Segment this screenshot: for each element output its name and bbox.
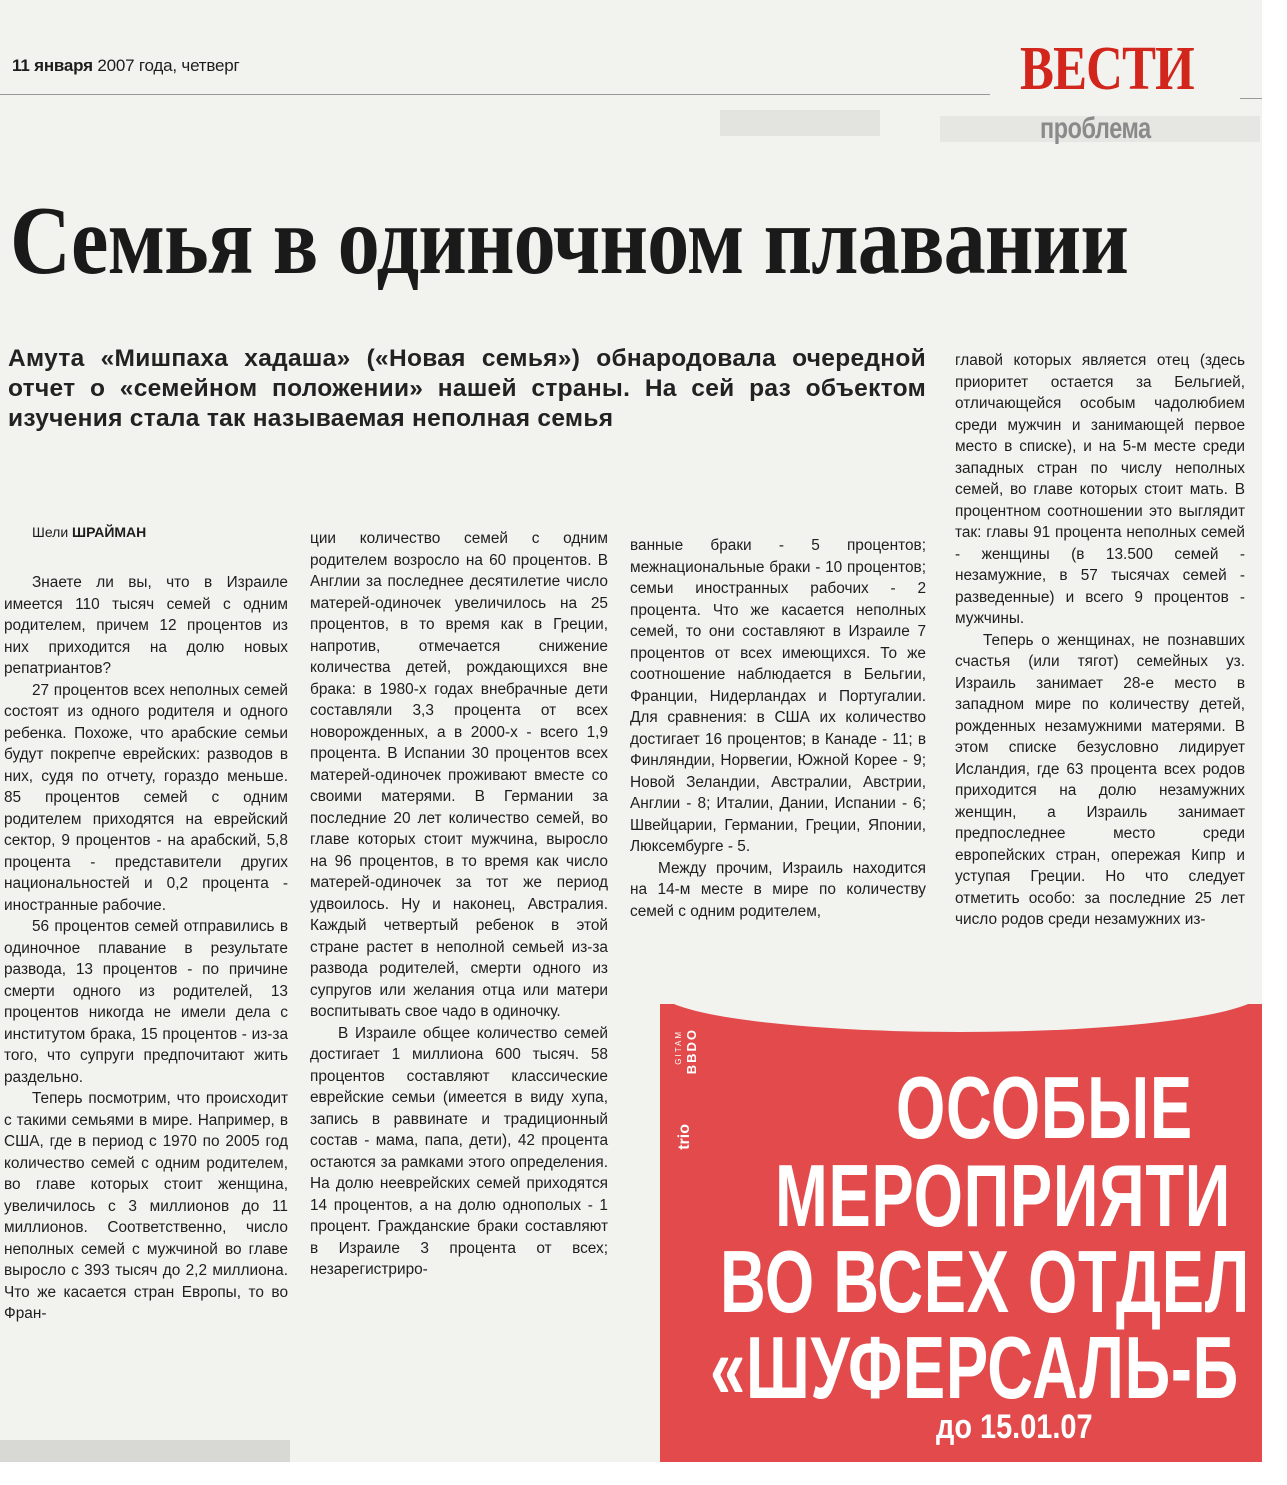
section-rubric: проблема <box>1040 112 1151 145</box>
byline <box>32 524 146 540</box>
article-headline: Семья в одиночном плавании <box>10 187 1129 295</box>
newspaper-logo: ВЕСТИ <box>1020 35 1194 103</box>
paragraph: Теперь о женщинах, не познавших счастья (или тягот) семейных уз. Израиль занимает 28-е место в западном мире по количеству детей, рожденных незамужними матерями. В этом списке безусловно лидирует Исландия, где 63 процента всех родов приходится на долю незамужних женщин, а Израиль занимает предпоследнее место среди европейских стран, опережая Кипр и уступая Греции. Но что следует отметить особо: за последние 25 лет число родов среди незамужних из- <box>955 631 1245 928</box>
article-column-3 <box>630 535 926 922</box>
ad-headline-line-3: ВО ВСЕХ ОТДЕЛ <box>720 1232 1250 1331</box>
paragraph: 56 процентов семей отправились в одиночное плавание в результате развода, 13 процентов - по причине смерти одного из родителей, 13 процентов никогда не имели дела с институтом брака, 15 процентов - из-за того, что супруги предпочитают жить раздельно. <box>4 918 288 1086</box>
dateline <box>12 56 240 76</box>
ad-headline-line-4: «ШУФЕРСАЛЬ-Б <box>710 1318 1239 1417</box>
paragraph: Теперь посмотрим, что происходит с такими семьями в мире. Например, в США, где в период с 1970 по 2005 год количество семей с одним родителем, во главе которых стоит женщина, увеличилось с 3 миллионов до 11 миллионов. Соответственно, число неполных семей с мужчиной во главе выросло с 393 тысяч до 2,2 миллиона. Что же касается стран Европы, то во Фран- <box>4 1090 288 1322</box>
date-rest: 2007 года, четверг <box>92 56 240 75</box>
trio-logo-icon: trio <box>676 1124 693 1150</box>
author-last-name: ШРАЙМАН <box>72 524 147 540</box>
paragraph: ванные браки - 5 процентов; межнациональные браки - 10 процентов; семьи иностранных рабочих - 2 процента. Что же касается неполных семей, то они составляют в Израиле 7 процентов от всех имеющихся. То же соотношение наблюдается в Бельгии, Франции, Нидерландах и Португалии. Для сравнения: в США их количество достигает 16 процентов; в Канаде - 11; в Финляндии, Норвегии, Южной Корее - 9; Новой Зеландии, Австралии, Австрии, Англии - 8; Италии, Дании, Испании - 6; Швейцарии, Германии, Греции, Японии, Люксембурге - 5. <box>630 537 926 855</box>
scan-shadow <box>0 1440 290 1462</box>
ad-agency-mark <box>674 1028 704 1178</box>
scan-shadow <box>720 110 880 136</box>
article-lead: Амута «Мишпаха хадаша» («Новая семья») обнародовала очередной отчет о «семейном положении» нашей страны. На сей раз объектом изучения стала так называемая неполная семья <box>8 345 926 432</box>
paragraph: ции количество семей с одним родителем возросло на 60 процентов. В Англии за последнее десятилетие число матерей-одиночек увеличилось на 25 процентов, в то время как в Греции, напротив, отмечается снижение количества детей, рождающихся вне брака: в 1980-х годах внебрачные дети составляли 3,3 процента от всех новорожденных, а в 2000-х - всего 1,9 процента. В Испании 30 процентов всех матерей-одиночек проживают вместе со своими матерями. В Германии за последние 20 лет количество семей, во главе которых стоит мужчина, выросло на 96 процентов, в то время как число матерей-одиночек за тот же период удвоилось. Ну и наконец, Австралия. Каждый четвертый ребенок в этой стране растет в неполной семьей из-за развода родителей, смерти одного из супругов или желания отца или матери воспитывать свое чадо в одиночку. <box>310 530 608 1020</box>
advertisement <box>660 1004 1262 1462</box>
paragraph: Между прочим, Израиль находится на 14-м месте в мире по количеству семей с одним родителем, <box>630 859 926 920</box>
author-first-name: Шели <box>32 524 73 540</box>
article-column-4 <box>955 350 1245 931</box>
paragraph: В Израиле общее количество семей достигает 1 миллиона 600 тысяч. 58 процентов составляют классические еврейские семьи (имеется в виду хупа, запись в раввинате и традиционный состав - мама, папа, дети), 42 процента остаются за рамками этого определения. На долю нееврейских семей приходятся 14 процентов, а на долю однополых - 1 процент. Гражданские браки составляют в Израиле 3 процента от всех; незарегистриро- <box>310 1024 608 1278</box>
paragraph: 27 процентов всех неполных семей состоят из одного родителя и одного ребенка. Похоже, что арабские семьи будут покрепче еврейских: разводов в них, судя по отчету, гораздо меньше. 85 процентов семей с одним родителем приходятся на еврейский сектор, 9 процентов - на арабский, 5,8 процента - представители других национальностей и 0,2 процента - иностранные рабочие. <box>4 681 288 914</box>
article-column-1 <box>4 572 288 1325</box>
header-rule <box>1240 98 1262 99</box>
paragraph: главой которых является отец (здесь приоритет остается за Бельгией, отличающейся особым чадолюбием среди мужчин и занимающей первое место в списке), и на 5-м месте среди западных стран по числу неполных семей, во главе которых стоит мать. В процентном соотношении это выглядит так: главы 91 процента неполных семей - женщины (в 13.500 семей - незамужние, в 57 тысячах семей - разведенные) и всего 9 процентов - мужчины. <box>955 352 1245 627</box>
ad-headline-line-2: МЕРОПРИЯТИ <box>775 1146 1232 1245</box>
paragraph: Знаете ли вы, что в Израиле имеется 110 тысяч семей с одним родителем, причем 12 процентов из них приходится на долю новых репатриантов? <box>4 574 288 677</box>
ad-top-curve <box>660 1004 1262 1032</box>
article-column-2 <box>310 528 608 1281</box>
ad-headline-line-1: ОСОБЫЕ <box>896 1058 1193 1157</box>
header-rule <box>0 94 990 95</box>
agency-name: BBDO <box>684 1028 699 1075</box>
ad-date: до 15.01.07 <box>936 1408 1093 1446</box>
agency-subname: GITAM <box>674 1030 683 1065</box>
date-day: 11 января <box>12 56 93 75</box>
